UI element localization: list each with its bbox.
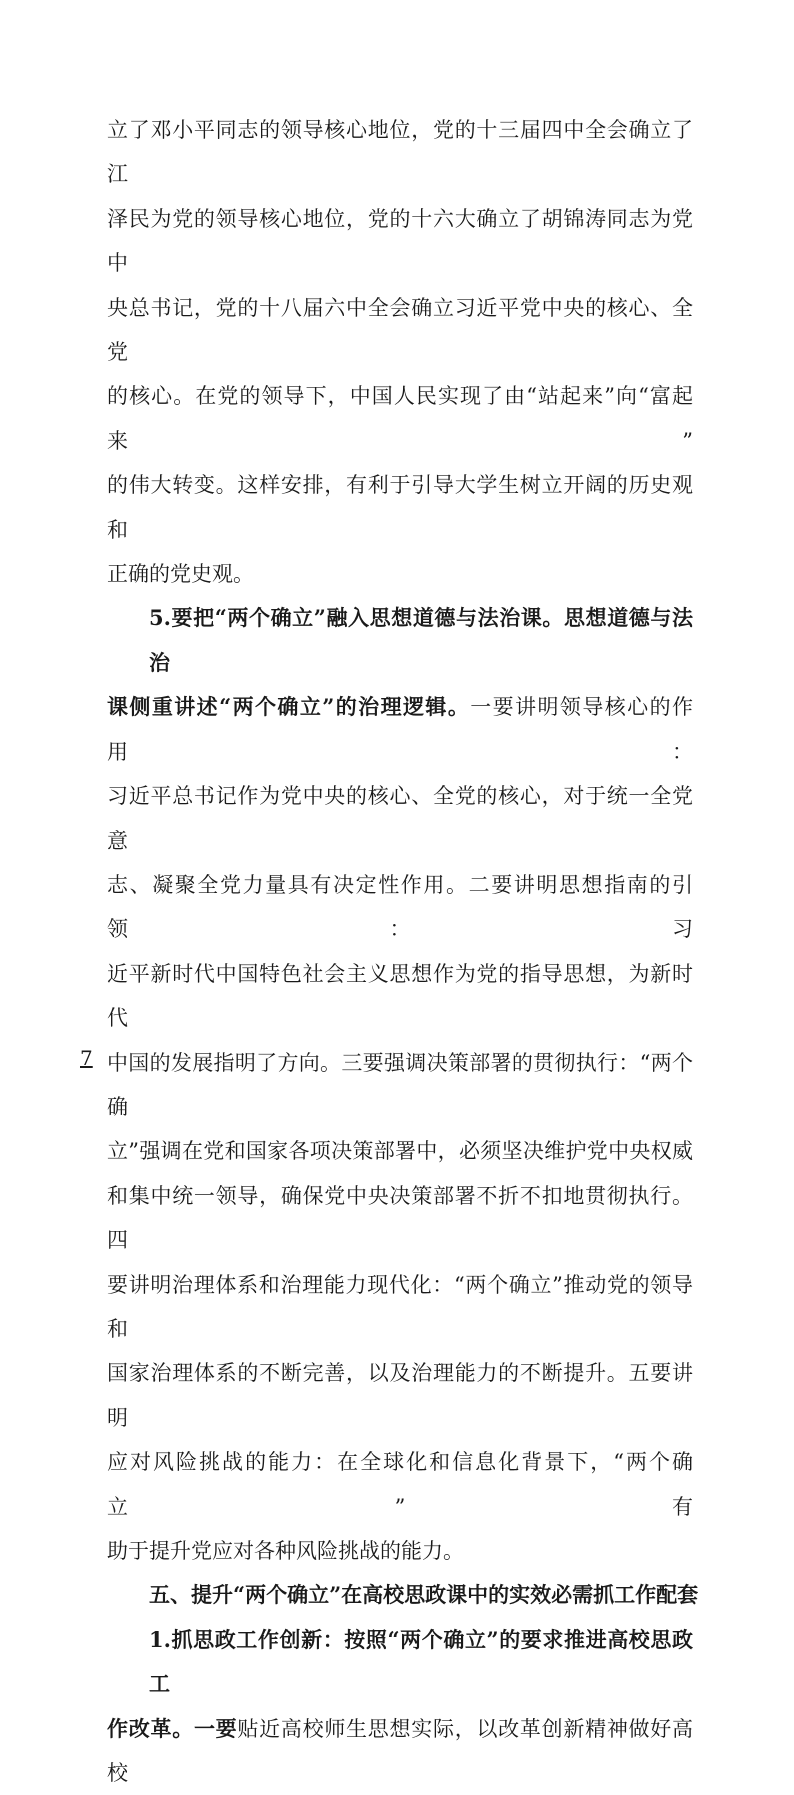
paragraph-line: 泽民为党的领导核心地位，党的十六大确立了胡锦涛同志为党中 [107,206,693,276]
paragraph-bold-lead: 1.抓思政工作创新：按照“两个确立”的要求推进高校思政工 [149,1626,693,1697]
section-heading: 五、提升“两个确立”在高校思政课中的实效必需抓工作配套 [149,1582,699,1608]
paragraph-line: 助于提升党应对各种风险挑战的能力。 [107,1539,464,1563]
paragraph-bold-lead: 作改革。 [107,1715,194,1741]
paragraph-text: 一要讲明领导核心的作用： [107,695,693,764]
paragraph-3 [107,1618,693,1795]
paragraph-bold-lead: 一要 [193,1715,238,1741]
paragraph-text: 贴近高校师生思想实际，以改革创新精神做好高校 [107,1716,694,1786]
paragraph-line [107,685,693,774]
paragraph-line: 近平新时代中国特色社会主义思想作为党的指导思想，为新时代 [107,961,693,1031]
document-page [107,108,699,1795]
paragraph-line: 立”强调在党和国家各项决策部署中，必须坚决维护党中央权威 [107,1139,693,1164]
paragraph-line: 应对风险挑战的能力：在全球化和信息化背景下，“两个确立”有 [107,1450,693,1519]
paragraph-bold-lead: 5.要把“两个确立”融入思想道德与法治课。思想道德与法治 [149,605,693,675]
paragraph-line: 正确的党史观。 [107,562,254,587]
paragraph-line: 央总书记，党的十八届六中全会确立习近平党中央的核心、全党 [107,295,693,365]
paragraph-line: 要讲明治理体系和治理能力现代化：“两个确立”推动党的领导和 [107,1272,693,1341]
paragraph-line: 志、凝聚全党力量具有决定性作用。二要讲明思想指南的引领：习 [107,872,693,942]
paragraph-line: 的核心。在党的领导下，中国人民实现了由“站起来”向“富起来” [107,384,693,453]
paragraph-line: 中国的发展指明了方向。三要强调决策部署的贯彻执行：“两个确 [107,1050,693,1119]
paragraph-line: 习近平总书记作为党中央的核心、全党的核心，对于统一全党意 [107,784,693,853]
paragraph-line: 和集中统一领导，确保党中央决策部署不折不扣地贯彻执行。四 [107,1183,693,1253]
paragraph-2 [107,596,693,1573]
paragraph-1 [107,108,693,596]
page-number: 7 [80,1046,93,1070]
paragraph-line: 立了邓小平同志的领导核心地位，党的十三届四中全会确立了江 [107,118,693,187]
paragraph-line [107,1707,693,1795]
paragraph-line: 国家治理体系的不断完善，以及治理能力的不断提升。五要讲明 [107,1361,693,1430]
paragraph-line: 的伟大转变。这样安排，有利于引导大学生树立开阔的历史观和 [107,473,693,542]
paragraph-bold-lead: 课侧重讲述“两个确立”的治理逻辑。 [107,694,471,720]
